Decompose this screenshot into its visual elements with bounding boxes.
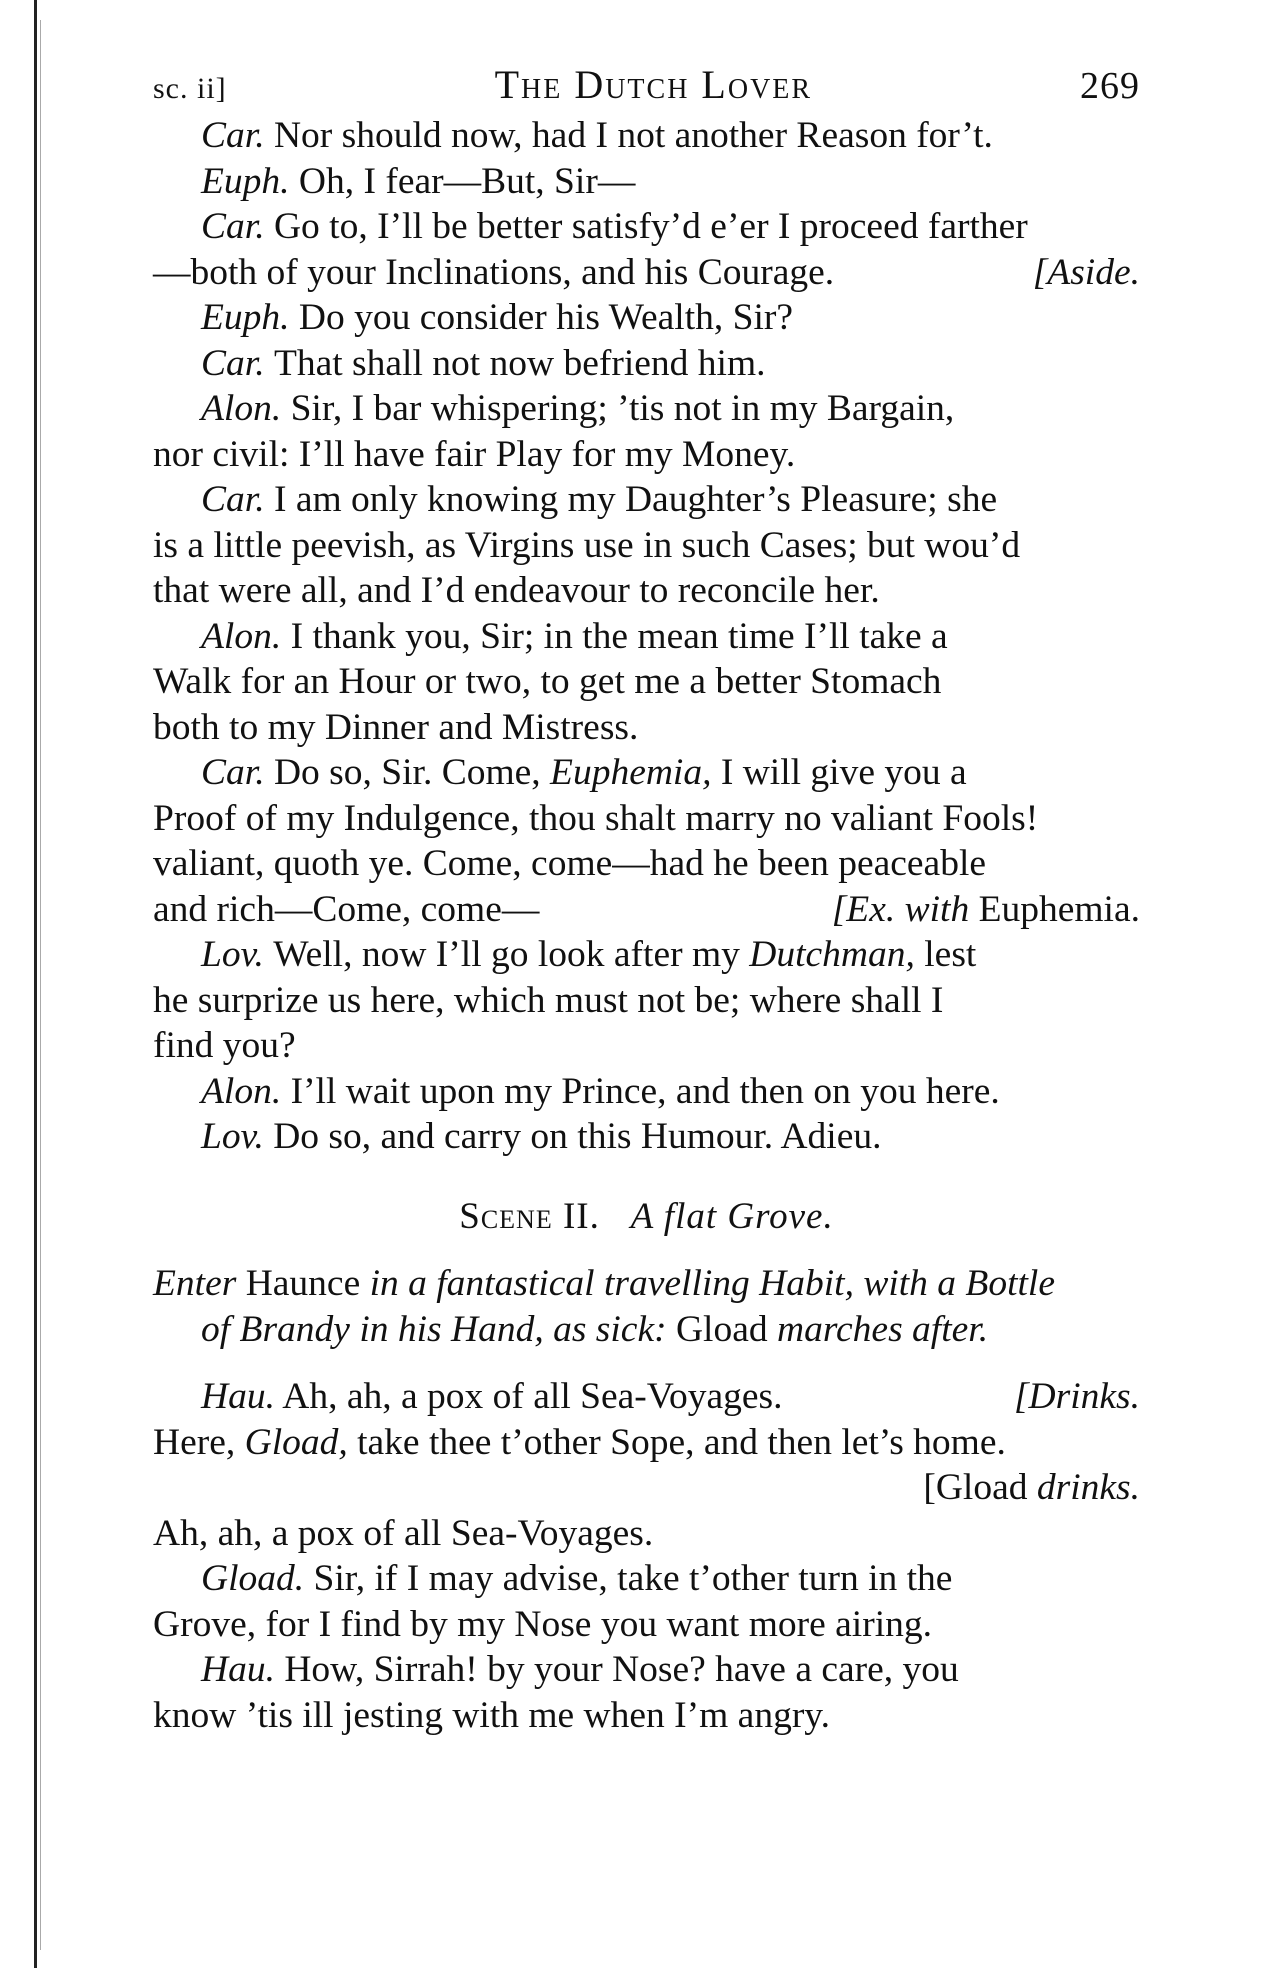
- speech-text: Do so, and carry on this Humour. Adieu.: [273, 1116, 882, 1157]
- section-marker: sc. ii]: [153, 72, 227, 105]
- character-name: Haunce: [245, 1263, 361, 1304]
- stage-direction-block: [153, 1307, 1140, 1353]
- dialogue-line: [153, 1693, 1140, 1739]
- speech-text: nor civil: I’ll have fair Play for my Money.: [153, 433, 796, 475]
- dialogue-line: [153, 295, 1140, 341]
- speech-text: he surprize us here, which must not be; where shall I: [153, 979, 944, 1021]
- speaker-name: Euph.: [201, 297, 290, 338]
- speech-text: Well, now I’ll go look after my: [273, 934, 740, 975]
- stage-direction: [Ex. with: [831, 888, 970, 930]
- speaker-name: Car.: [201, 115, 265, 156]
- dialogue-line: [153, 1023, 1140, 1069]
- stage-direction-name: Euphemia.: [978, 888, 1140, 930]
- speech-text: both to my Dinner and Mistress.: [153, 706, 639, 748]
- speech-text: How, Sirrah! by your Nose? have a care, you: [284, 1649, 959, 1690]
- speaker-name: Alon.: [201, 1070, 282, 1112]
- dialogue-line: [153, 1602, 1140, 1648]
- speaker-name: Car.: [201, 479, 265, 520]
- speaker-name: Alon.: [201, 615, 282, 657]
- speaker-name: Lov.: [201, 934, 264, 975]
- dialogue-line: [153, 978, 1140, 1024]
- page-number: 269: [1080, 65, 1140, 107]
- dialogue-line: [153, 113, 1140, 159]
- speech-text: find you?: [153, 1025, 296, 1066]
- dialogue-line: [153, 750, 1140, 796]
- dialogue-line: [153, 432, 1140, 478]
- character-name: Gload,: [244, 1421, 348, 1463]
- dialogue-line: [153, 477, 1140, 523]
- speech-text: Oh, I fear—But, Sir—: [298, 160, 636, 202]
- book-page: [153, 62, 1140, 1738]
- dialogue-line: [153, 1556, 1140, 1602]
- dialogue-line: [153, 1420, 1140, 1466]
- speech-text: that were all, and I’d endeavour to reconcile her.: [153, 570, 880, 611]
- character-name: Gload: [675, 1308, 768, 1350]
- speaker-name: Car.: [201, 752, 265, 793]
- speech-text: lest: [924, 934, 977, 975]
- speaker-name: Alon.: [201, 388, 282, 429]
- dialogue-line: [153, 523, 1140, 569]
- dialogue-line: [153, 1374, 1140, 1420]
- stage-direction: Enter: [153, 1263, 237, 1304]
- speech-text: I am only knowing my Daughter’s Pleasure; she: [273, 479, 998, 520]
- dialogue-line: [153, 250, 1140, 296]
- stage-direction: drinks.: [1036, 1467, 1140, 1508]
- speaker-name: Hau.: [201, 1376, 275, 1417]
- dialogue-line: [153, 796, 1140, 842]
- dialogue-line: [153, 341, 1140, 387]
- scene-heading: [153, 1194, 1140, 1240]
- speech-text: —both of your Inclinations, and his Courage.: [153, 251, 835, 293]
- scene-label: Scene II.: [459, 1195, 600, 1237]
- speech-text: I will give you a: [720, 752, 967, 793]
- speech-text: is a little peevish, as Virgins use in such Cases; but wou’d: [153, 524, 1021, 566]
- dialogue-line: [153, 659, 1140, 705]
- speech-text: Do you consider his Wealth, Sir?: [298, 297, 794, 338]
- dialogue-line: [153, 887, 1140, 933]
- dialogue-line: [153, 1069, 1140, 1115]
- speech-text: I’ll wait upon my Prince, and then on you here.: [290, 1070, 1000, 1112]
- scene-setting: A flat Grove.: [630, 1195, 834, 1237]
- speaker-name: Hau.: [201, 1649, 275, 1690]
- speech-text: valiant, quoth ye. Come, come—had he been peaceable: [153, 843, 987, 884]
- speech-text: Sir, I bar whispering; ’tis not in my Bargain,: [290, 388, 955, 429]
- speech-text: know ’tis ill jesting with me when I’m angry.: [153, 1694, 830, 1736]
- speech-text: Ah, ah, a pox of all Sea-Voyages.: [153, 1512, 654, 1554]
- speech-text: I thank you, Sir; in the mean time I’ll take a: [290, 615, 948, 657]
- speech-text: and rich—Come, come—: [153, 888, 540, 930]
- dialogue-line: [153, 1114, 1140, 1160]
- dialogue-line: [153, 386, 1140, 432]
- dialogue-line: [153, 932, 1140, 978]
- speech-text: Ah, ah, a pox of all Sea-Voyages.: [282, 1376, 783, 1417]
- dialogue-line: [153, 159, 1140, 205]
- speech-text: Grove, for I find by my Nose you want more airing.: [153, 1603, 932, 1645]
- dialogue-line: [153, 1647, 1140, 1693]
- speech-text: Here,: [153, 1421, 236, 1463]
- dialogue-line: [153, 1465, 1140, 1511]
- speaker-name: Euph.: [201, 160, 290, 202]
- speaker-name: Lov.: [201, 1116, 264, 1157]
- dialogue-line: [153, 568, 1140, 614]
- dialogue-line: [153, 614, 1140, 660]
- speech-text: Walk for an Hour or two, to get me a better Stomach: [153, 661, 942, 702]
- speech-text: Sir, if I may advise, take t’other turn in the: [313, 1558, 953, 1599]
- running-title: The Dutch Lover: [494, 62, 813, 107]
- speech-text: take thee t’other Sope, and then let’s home.: [357, 1421, 1006, 1463]
- character-name: Euphemia,: [550, 752, 712, 793]
- speaker-name: Gload.: [201, 1558, 305, 1599]
- stage-direction: in a fantastical travelling Habit, with a Bottle: [369, 1263, 1055, 1304]
- stage-direction: [Aside.: [1032, 251, 1140, 293]
- character-name: Dutchman,: [749, 934, 915, 975]
- stage-direction-name: [Gload: [923, 1467, 1028, 1508]
- dialogue-line: [153, 1511, 1140, 1557]
- speech-text: Go to, I’ll be better satisfy’d e’er I proceed farther: [273, 206, 1028, 247]
- stage-direction: of Brandy in his Hand, as sick:: [201, 1308, 667, 1350]
- dialogue-line: [153, 841, 1140, 887]
- speaker-name: Car.: [201, 206, 265, 247]
- stage-direction: marches after.: [777, 1308, 989, 1350]
- page-binding-edge: [34, 0, 37, 1968]
- running-header: [153, 62, 1140, 112]
- dialogue-line: [153, 204, 1140, 250]
- speech-text: Do so, Sir. Come,: [273, 752, 541, 793]
- dialogue-line: [153, 705, 1140, 751]
- speech-text: Nor should now, had I not another Reason for’t.: [273, 115, 993, 156]
- speech-text: That shall not now befriend him.: [273, 342, 766, 384]
- stage-direction: [Drinks.: [1013, 1376, 1140, 1417]
- speech-text: Proof of my Indulgence, thou shalt marry no valiant Fools!: [153, 797, 1039, 839]
- stage-direction-block: [153, 1261, 1140, 1307]
- speaker-name: Car.: [201, 342, 265, 384]
- page-binding-shadow: [40, 20, 41, 1950]
